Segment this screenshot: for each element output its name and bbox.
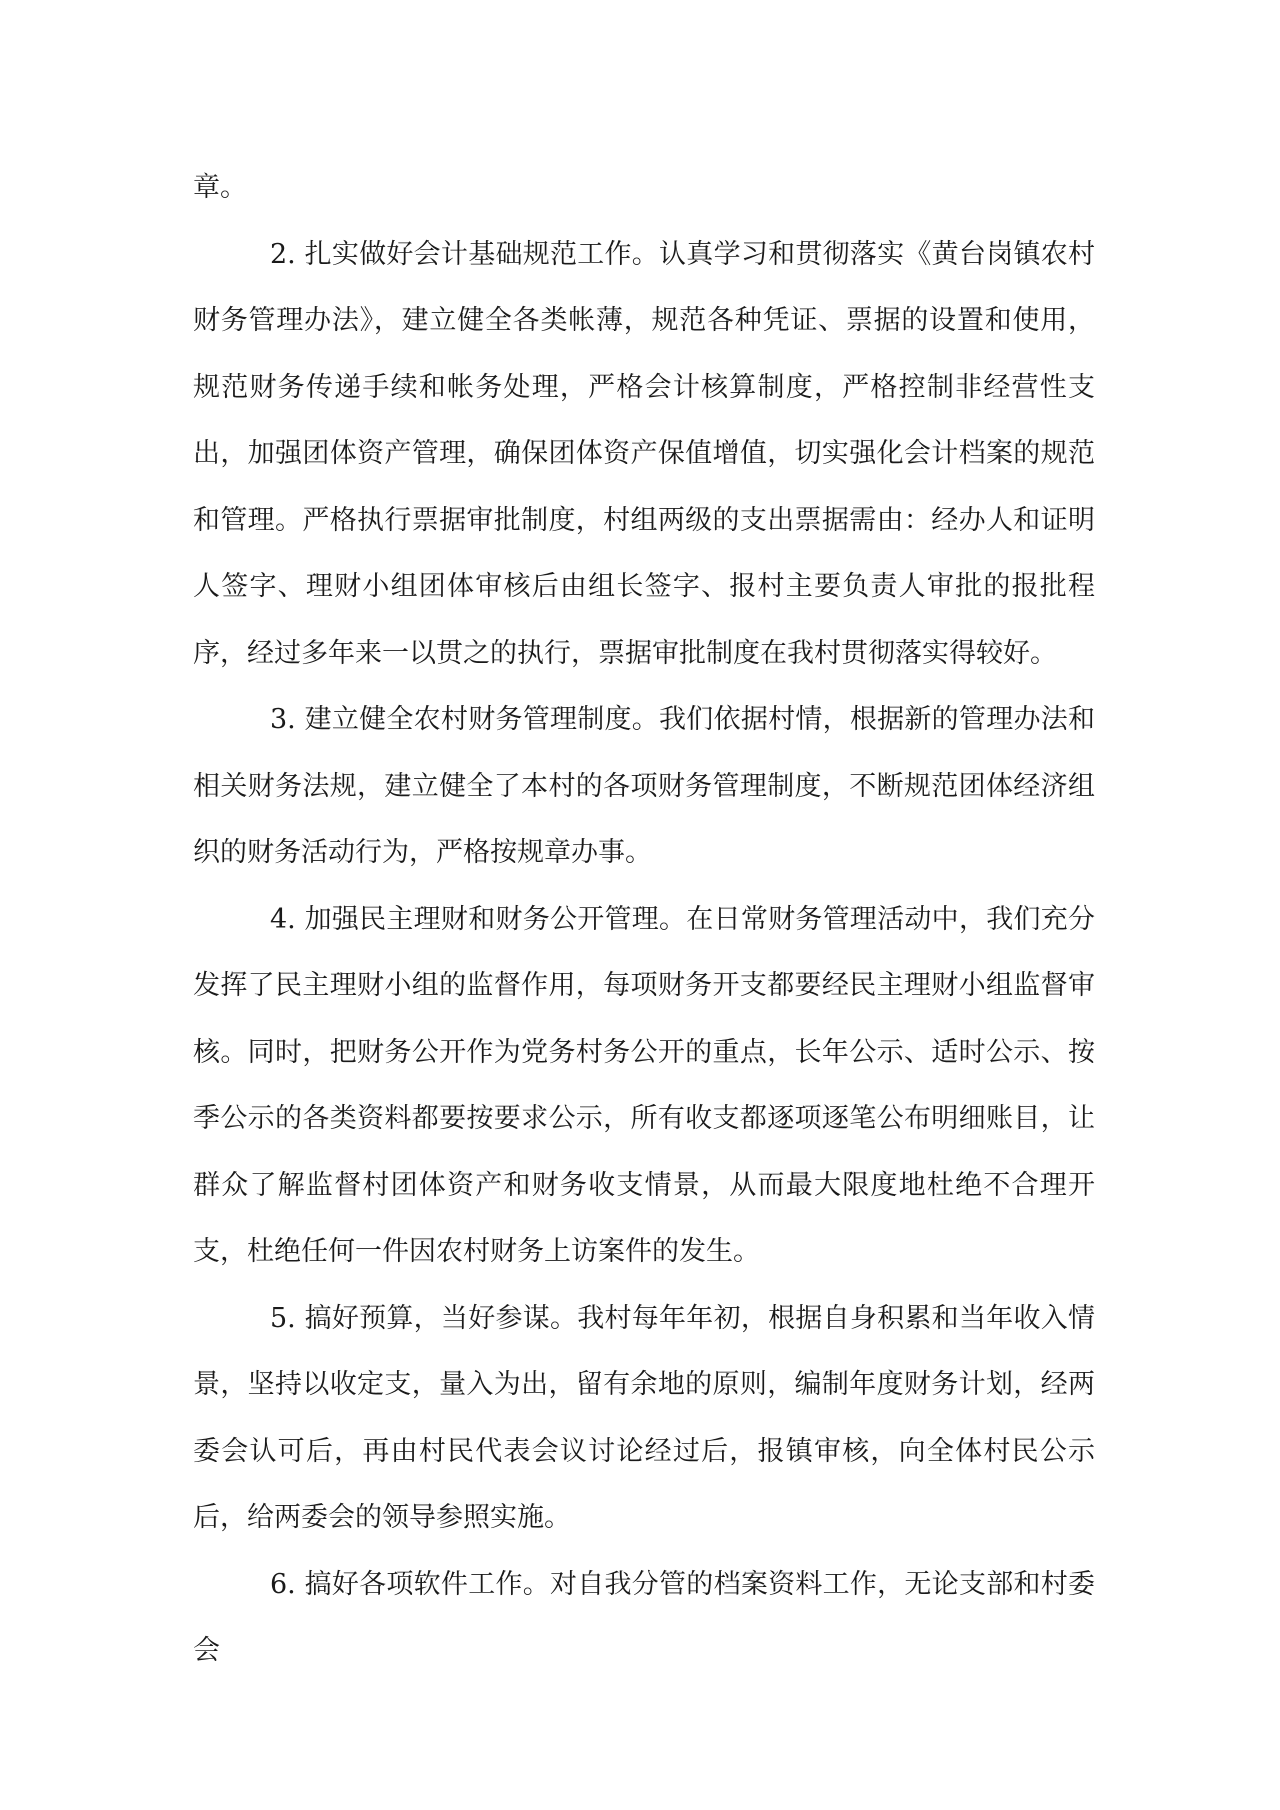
paragraph-continuation: 章。 [193, 172, 247, 203]
paragraph-item-4: 4. 加强民主理财和财务公开管理。在日常财务管理活动中，我们充分发挥了民主理财小组的监督作用，每项财务开支都要经民主理财小组监督审核。同时，把财务公开作为党务村务公开的重点，长年公示、适时公示、按季公示的各类资料都要按要求公示，所有收支都逐项逐笔公布明细账目，让群众了解监督村团体资产和财务收支情景，从而最大限度地杜绝不合理开支，杜绝任何一件因农村财务上访案件的发生。 [193, 903, 1095, 1267]
paragraph-item-3: 3. 建立健全农村财务管理制度。我们依据村情，根据新的管理办法和相关财务法规，建立健全了本村的各项财务管理制度，不断规范团体经济组织的财务活动行为，严格按规章办事。 [193, 704, 1095, 868]
paragraph-item-6: 6. 搞好各项软件工作。对自我分管的档案资料工作，无论支部和村委会 [193, 1568, 1095, 1666]
document-body [193, 155, 1095, 1685]
paragraph-item-2: 2. 扎实做好会计基础规范工作。认真学习和贯彻落实《黄台岗镇农村财务管理办法》，建立健全各类帐薄，规范各种凭证、票据的设置和使用，规范财务传递手续和帐务处理，严格会计核算制度，严格控制非经营性支出，加强团体资产管理，确保团体资产保值增值，切实强化会计档案的规范和管理。严格执行票据审批制度，村组两级的支出票据需由：经办人和证明人签字、理财小组团体审核后由组长签字、报村主要负责人审批的报批程序，经过多年来一以贯之的执行，票据审批制度在我村贯彻落实得较好。 [193, 238, 1095, 669]
paragraph-item-5: 5. 搞好预算，当好参谋。我村每年年初，根据自身积累和当年收入情景，坚持以收定支，量入为出，留有余地的原则，编制年度财务计划，经两委会认可后，再由村民代表会议讨论经过后，报镇审核，向全体村民公示后，给两委会的领导参照实施。 [193, 1302, 1095, 1533]
